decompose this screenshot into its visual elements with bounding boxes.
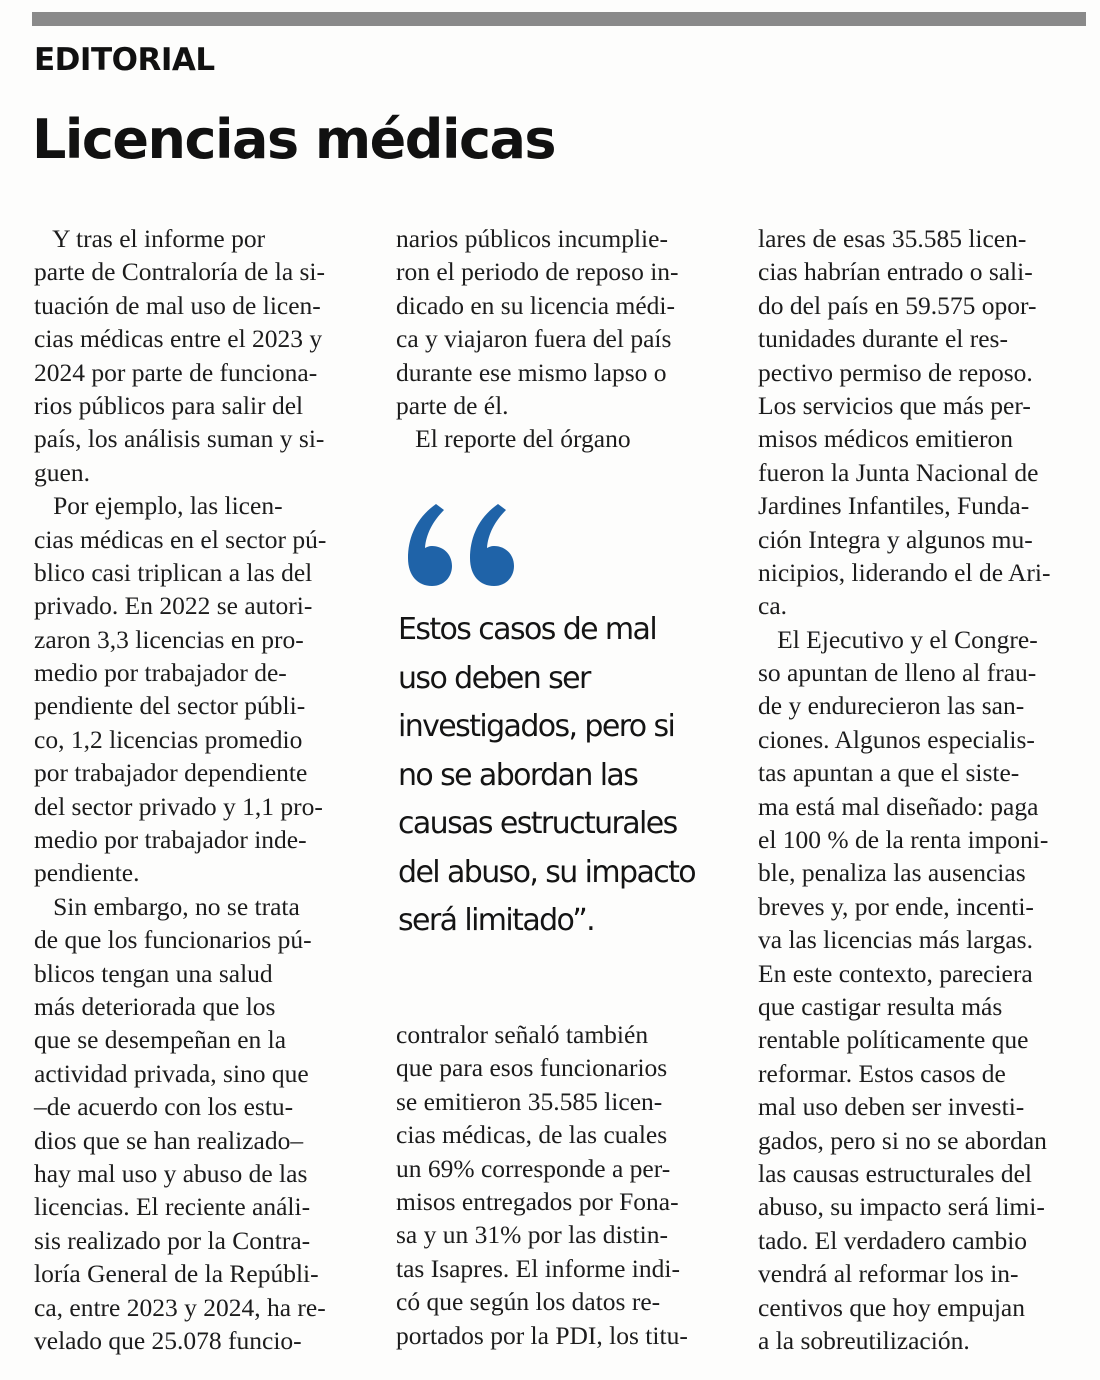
body-text-line: que se desempeñan en la	[34, 1025, 287, 1055]
body-text-line: vendrá al reformar los in-	[758, 1259, 1019, 1289]
headline: Licencias médicas	[32, 108, 556, 171]
body-text-line: tas apuntan a que el siste-	[758, 758, 1020, 788]
body-text-line: ción Integra y algunos mu-	[758, 524, 1033, 554]
body-text-line: tuación de mal uso de licen-	[34, 290, 321, 320]
pull-quote-line: Estos casos de mal	[398, 612, 657, 647]
top-rule	[32, 12, 1086, 26]
body-text-line: pendiente.	[34, 858, 140, 888]
body-text-line: velado que 25.078 funcio-	[34, 1325, 302, 1355]
body-text-line: ma está mal diseñado: paga	[758, 791, 1039, 821]
body-text-line: el 100 % de la renta imponi-	[758, 825, 1049, 855]
body-text-line: 2024 por parte de funciona-	[34, 357, 318, 387]
body-text-line: se emitieron 35.585 licen-	[396, 1086, 663, 1116]
body-text-line: más deteriorada que los	[34, 991, 276, 1021]
body-text-line: narios públicos incumplie-	[396, 224, 668, 253]
body-text-line: do del país en 59.575 opor-	[758, 290, 1037, 320]
body-text-line: so apuntan de lleno al frau-	[758, 658, 1037, 688]
body-text-line: misos entregados por Fona-	[396, 1186, 679, 1216]
pull-quote-line: uso deben ser	[398, 660, 590, 696]
body-text-line: zaron 3,3 licencias en pro-	[34, 624, 304, 654]
body-text-line: durante ese mismo lapso o	[396, 357, 667, 387]
article-column-3	[758, 222, 1050, 1357]
body-text-line: cias médicas en el sector pú-	[34, 524, 327, 554]
body-text-line: có que según los datos re-	[396, 1287, 661, 1317]
body-text-line: Jardines Infantiles, Funda-	[758, 491, 1030, 521]
body-text-line: centivos que hoy empujan	[758, 1292, 1025, 1322]
body-text-line: las causas estructurales del	[758, 1158, 1033, 1188]
body-text-line: cias médicas, de las cuales	[396, 1120, 668, 1150]
body-text-line: a la sobreutilización.	[758, 1325, 970, 1355]
body-text-line: El Ejecutivo y el Congre-	[758, 624, 1038, 654]
body-text-line: parte de Contraloría de la si-	[34, 257, 326, 287]
body-text-line: ca.	[758, 591, 788, 621]
body-text-line: lares de esas 35.585 licen-	[758, 224, 1027, 253]
body-text-line: de que los funcionarios pú-	[34, 925, 312, 955]
open-double-quote-icon	[402, 500, 522, 590]
body-text-line: En este contexto, pareciera	[758, 958, 1033, 988]
pull-quote-line: no se abordan las	[398, 757, 638, 793]
body-text-line: que castigar resulta más	[758, 991, 1003, 1021]
body-text-line: sis realizado por la Contra-	[34, 1225, 311, 1255]
body-text-line: Los servicios que más per-	[758, 390, 1031, 420]
body-text-line: parte de él.	[396, 390, 509, 420]
body-text-line: mal uso deben ser investi-	[758, 1092, 1025, 1122]
section-label: EDITORIAL	[34, 42, 215, 78]
body-text-line: pendiente del sector públi-	[34, 691, 306, 721]
body-text-line: que para esos funcionarios	[396, 1053, 668, 1083]
body-text-line: ca y viajaron fuera del país	[396, 324, 672, 354]
body-text-line: Y tras el informe por	[34, 224, 266, 253]
body-text-line: medio por trabajador inde-	[34, 825, 307, 855]
body-text-line: va las licencias más largas.	[758, 925, 1033, 955]
body-text-line: co, 1,2 licencias promedio	[34, 724, 303, 754]
body-text-line: rentable políticamente que	[758, 1025, 1029, 1055]
body-text-line: El reporte del órgano	[396, 424, 631, 454]
body-text-line: ble, penaliza las ausencias	[758, 858, 1026, 888]
body-text-line: dicado en su licencia médi-	[396, 290, 675, 320]
body-text-line: Sin embargo, no se trata	[34, 891, 300, 921]
body-text-line: reformar. Estos casos de	[758, 1058, 1006, 1088]
body-text-line: fueron la Junta Nacional de	[758, 457, 1039, 487]
body-text-line: blico casi triplican a las del	[34, 557, 313, 587]
body-text-line: de y endurecieron las san-	[758, 691, 1025, 721]
body-text-line: –de acuerdo con los estu-	[34, 1092, 294, 1122]
body-text-line: licencias. El reciente análi-	[34, 1192, 311, 1222]
body-text-line: rios públicos para salir del	[34, 390, 304, 420]
body-text-line: ca, entre 2023 y 2024, ha re-	[34, 1292, 326, 1322]
body-text-line: del sector privado y 1,1 pro-	[34, 791, 323, 821]
body-text-line: abuso, su impacto será limi-	[758, 1192, 1045, 1222]
body-text-line: actividad privada, sino que	[34, 1058, 309, 1088]
body-text-line: loría General de la Repúbli-	[34, 1259, 319, 1289]
pull-quote-line: será limitado”.	[398, 903, 595, 938]
body-text-line: por trabajador dependiente	[34, 758, 308, 788]
body-text-line: tunidades durante el res-	[758, 324, 1008, 354]
body-text-line: un 69% corresponde a per-	[396, 1153, 671, 1183]
body-text-line: pectivo permiso de reposo.	[758, 357, 1033, 387]
body-text-line: privado. En 2022 se autori-	[34, 591, 313, 621]
body-text-line: nicipios, liderando el de Ari-	[758, 557, 1051, 587]
article-column-2-top	[396, 222, 679, 456]
body-text-line: ciones. Algunos especialis-	[758, 724, 1035, 754]
article-column-1	[34, 222, 326, 1357]
pull-quote-line: causas estructurales	[398, 806, 677, 841]
pull-quote-line: investigados, pero si	[398, 709, 675, 744]
body-text-line: portados por la PDI, los titu-	[396, 1320, 688, 1350]
body-text-line: guen.	[34, 457, 90, 487]
body-text-line: misos médicos emitieron	[758, 424, 1013, 454]
body-text-line: gados, pero si no se abordan	[758, 1125, 1047, 1155]
body-text-line: medio por trabajador de-	[34, 658, 287, 688]
body-text-line: ron el periodo de reposo in-	[396, 257, 679, 287]
body-text-line: Por ejemplo, las licen-	[34, 491, 283, 521]
body-text-line: contralor señaló también	[396, 1020, 649, 1049]
body-text-line: blicos tengan una salud	[34, 958, 273, 988]
article-column-2-bottom	[396, 1018, 688, 1352]
body-text-line: cias médicas entre el 2023 y	[34, 324, 323, 354]
body-text-line: tado. El verdadero cambio	[758, 1225, 1028, 1255]
body-text-line: breves y, por ende, incenti-	[758, 891, 1034, 921]
body-text-line: tas Isapres. El informe indi-	[396, 1253, 680, 1283]
body-text-line: dios que se han realizado–	[34, 1125, 304, 1155]
body-text-line: sa y un 31% por las distin-	[396, 1220, 668, 1250]
body-text-line: país, los análisis suman y si-	[34, 424, 325, 454]
pull-quote-line: del abuso, su impacto	[398, 854, 696, 890]
body-text-line: cias habrían entrado o sali-	[758, 257, 1033, 287]
body-text-line: hay mal uso y abuso de las	[34, 1158, 308, 1188]
pull-quote	[398, 606, 695, 946]
